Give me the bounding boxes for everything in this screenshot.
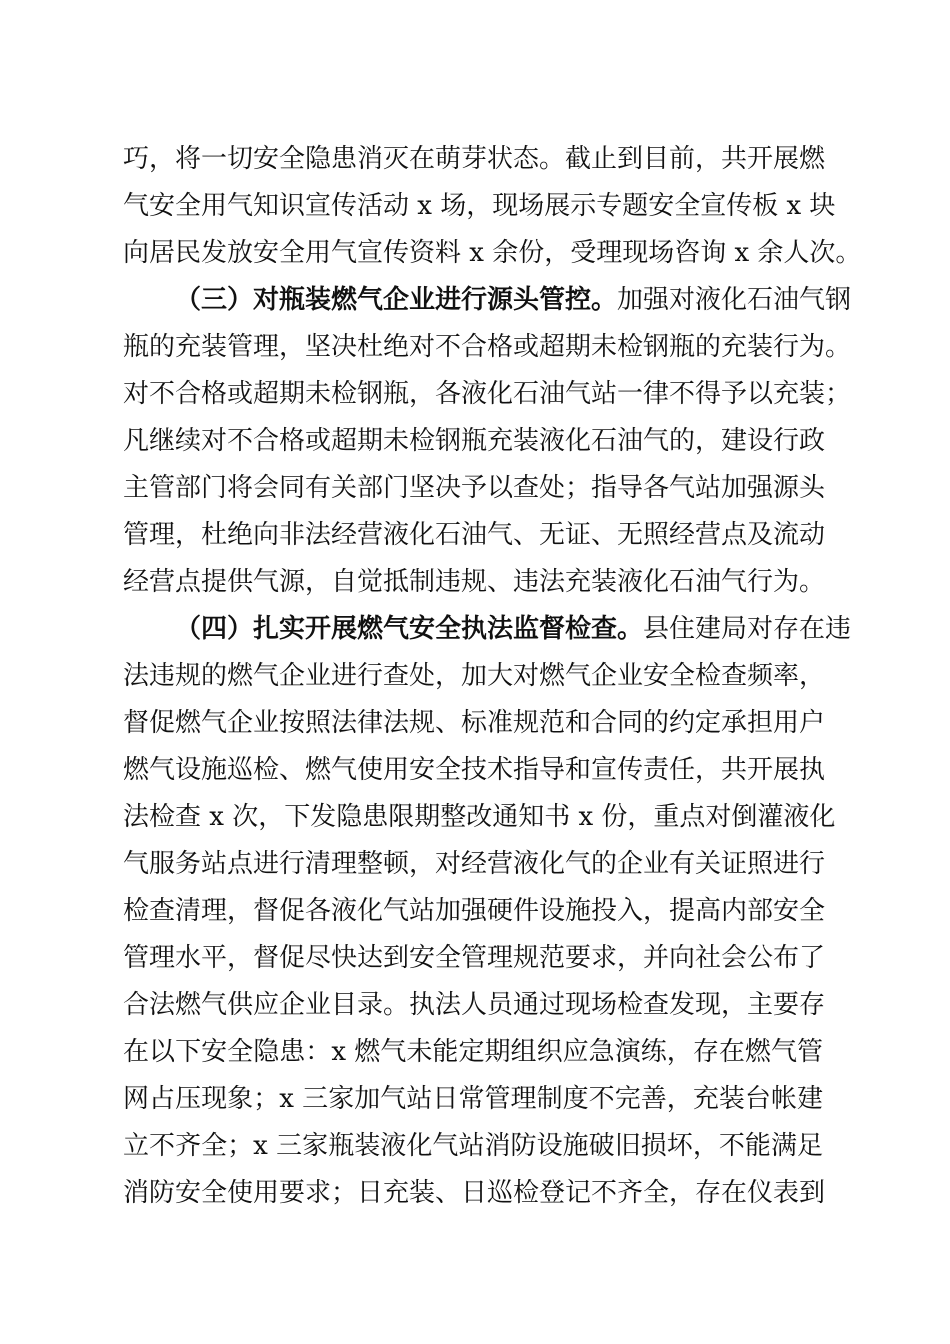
section-3-text: 加强对液化石油气钢: [617, 285, 852, 315]
body-line: 合法燃气供应企业目录。执法人员通过现场检查发现，主要存: [123, 990, 826, 1020]
body-line: 经营点提供气源，自觉抵制违规、违法充装液化石油气行为。: [123, 567, 826, 597]
section-4-heading: （四）扎实开展燃气安全执法监督检查。: [175, 614, 644, 644]
body-line: 督促燃气企业按照法律法规、标准规范和合同的约定承担用户: [123, 708, 826, 738]
section-3-first-line: [175, 280, 852, 320]
body-line: 法检查 x 次，下发隐患限期整改通知书 x 份，重点对倒灌液化: [123, 802, 836, 832]
body-line: 气安全用气知识宣传活动 x 场，现场展示专题安全宣传板 x 块: [123, 191, 836, 221]
body-line: 瓶的充装管理，坚决杜绝对不合格或超期未检钢瓶的充装行为。: [123, 332, 852, 362]
body-line: 气服务站点进行清理整顿，对经营液化气的企业有关证照进行: [123, 849, 826, 879]
section-3-heading: （三）对瓶装燃气企业进行源头管控。: [175, 285, 618, 315]
body-line: 对不合格或超期未检钢瓶，各液化石油气站一律不得予以充装；: [123, 379, 852, 409]
body-line: 主管部门将会同有关部门坚决予以查处；指导各气站加强源头: [123, 473, 826, 503]
body-line: 凡继续对不合格或超期未检钢瓶充装液化石油气的，建设行政: [123, 426, 826, 456]
body-line: 在以下安全隐患：x 燃气未能定期组织应急演练，存在燃气管: [123, 1037, 823, 1067]
body-line: 燃气设施巡检、燃气使用安全技术指导和宣传责任，共开展执: [123, 755, 826, 785]
body-line: 管理水平，督促尽快达到安全管理规范要求，并向社会公布了: [123, 943, 826, 973]
body-line: 向居民发放安全用气宣传资料 x 余份，受理现场咨询 x 余人次。: [123, 238, 862, 268]
section-4-text: 县住建局对存在违: [643, 614, 852, 644]
body-line: 消防安全使用要求；日充装、日巡检登记不齐全，存在仪表到: [123, 1178, 826, 1208]
body-line: 管理，杜绝向非法经营液化石油气、无证、无照经营点及流动: [123, 520, 826, 550]
body-line: 网占压现象；x 三家加气站日常管理制度不完善，充装台帐建: [123, 1084, 823, 1114]
body-line: 检查清理，督促各液化气站加强硬件设施投入，提高内部安全: [123, 896, 826, 926]
section-4-first-line: [175, 609, 852, 649]
body-line: 巧，将一切安全隐患消灭在萌芽状态。截止到目前，共开展燃: [123, 144, 826, 174]
body-line: 法违规的燃气企业进行查处，加大对燃气企业安全检查频率，: [123, 661, 826, 691]
body-line: 立不齐全；x 三家瓶装液化气站消防设施破旧损坏，不能满足: [123, 1131, 823, 1161]
